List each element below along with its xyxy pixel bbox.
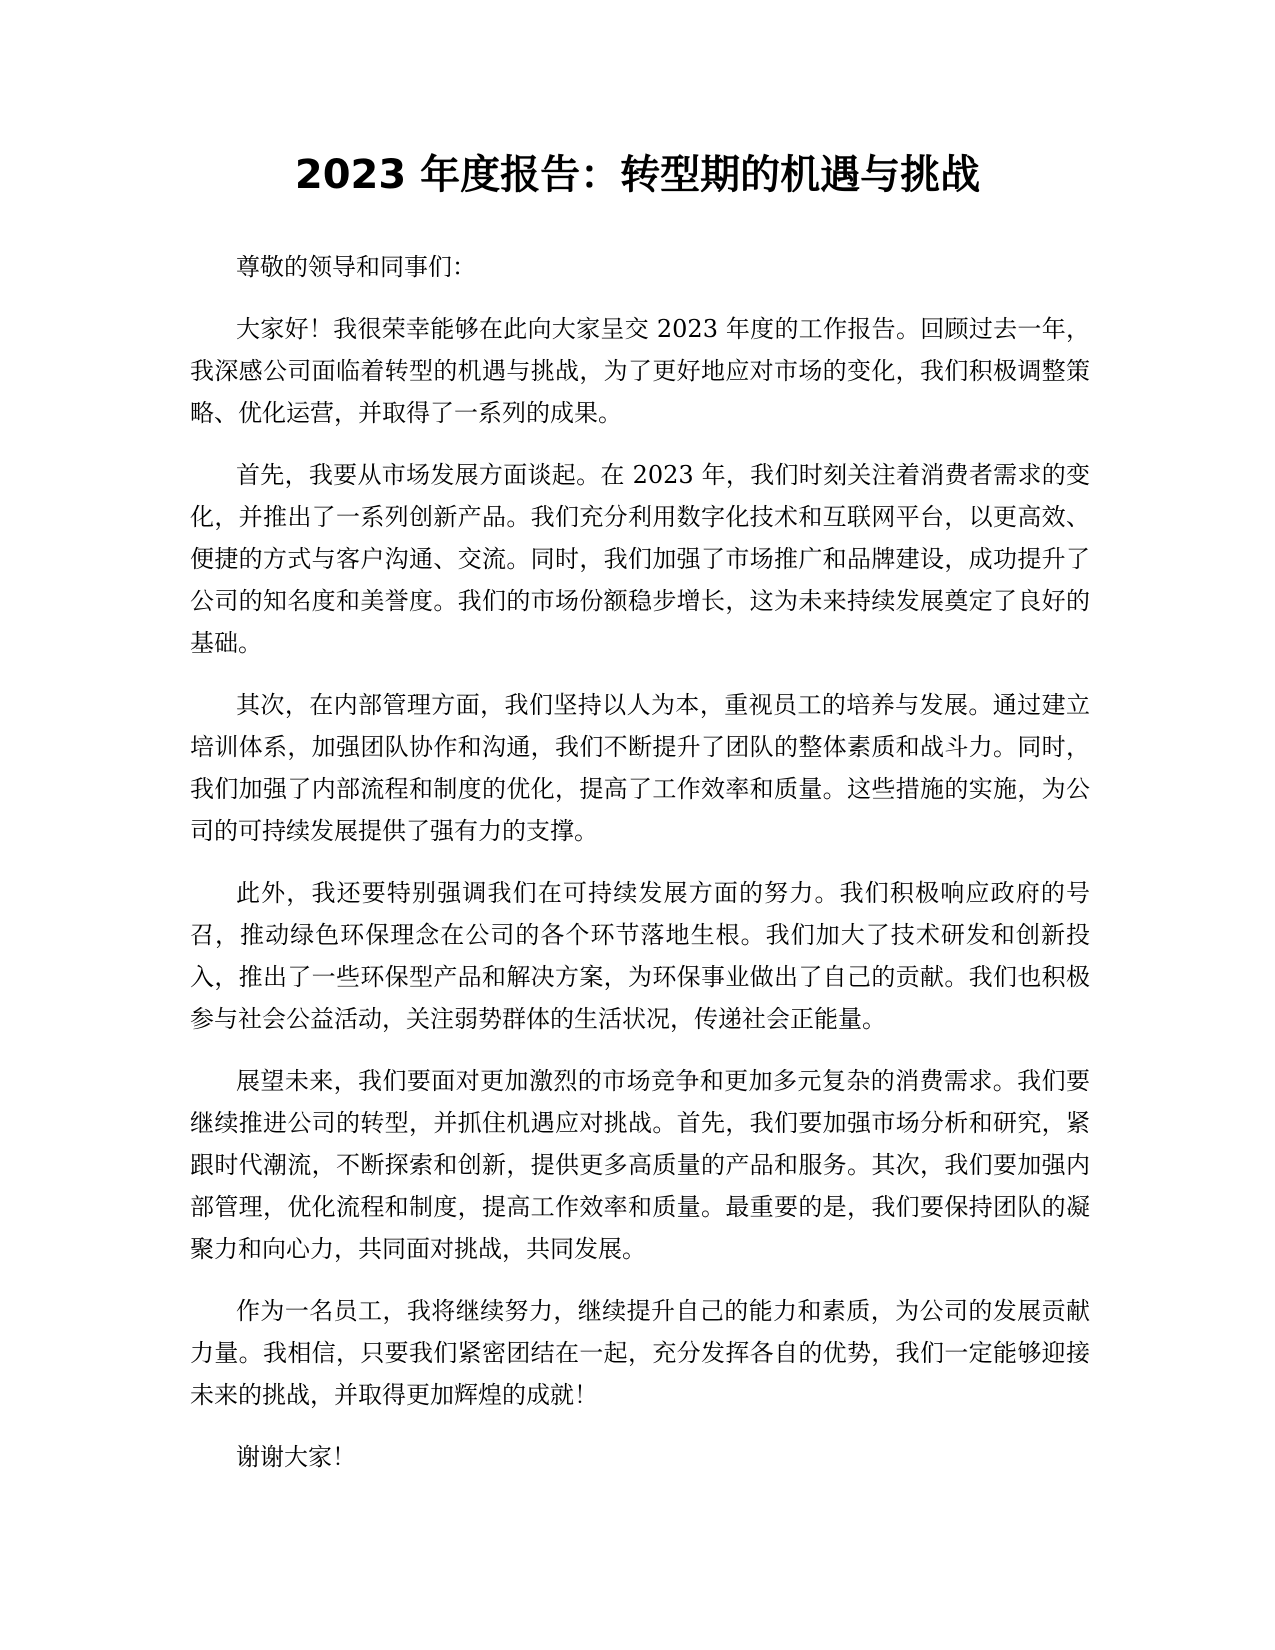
management-paragraph: 其次，在内部管理方面，我们坚持以人为本，重视员工的培养与发展。通过建立培训体系，加强团队协作和沟通，我们不断提升了团队的整体素质和战斗力。同时，我们加强了内部流程和制度的优化，提高了工作效率和质量。这些措施的实施，为公司的可持续发展提供了强有力的支撑。 xyxy=(190,691,1090,845)
opening-paragraph: 大家好！我很荣幸能够在此向大家呈交 2023 年度的工作报告。回顾过去一年，我深感公司面临着转型的机遇与挑战，为了更好地应对市场的变化，我们积极调整策略、优化运营，并取得了一系列的成果。 xyxy=(190,315,1090,427)
document-title: 2023 年度报告：转型期的机遇与挑战 xyxy=(294,152,981,198)
salutation-paragraph: 尊敬的领导和同事们： xyxy=(236,253,476,281)
document-body xyxy=(190,246,1090,1498)
sustainability-paragraph: 此外，我还要特别强调我们在可持续发展方面的努力。我们积极响应政府的号召，推动绿色环保理念在公司的各个环节落地生根。我们加大了技术研发和创新投入，推出了一些环保型产品和解决方案，为环保事业做出了自己的贡献。我们也积极参与社会公益活动，关注弱势群体的生活状况，传递社会正能量。 xyxy=(190,879,1090,1033)
market-paragraph: 首先，我要从市场发展方面谈起。在 2023 年，我们时刻关注着消费者需求的变化，并推出了一系列创新产品。我们充分利用数字化技术和互联网平台，以更高效、便捷的方式与客户沟通、交流。同时，我们加强了市场推广和品牌建设，成功提升了公司的知名度和美誉度。我们的市场份额稳步增长，这为未来持续发展奠定了良好的基础。 xyxy=(190,461,1090,657)
commitment-paragraph: 作为一名员工，我将继续努力，继续提升自己的能力和素质，为公司的发展贡献力量。我相信，只要我们紧密团结在一起，充分发挥各自的优势，我们一定能够迎接未来的挑战，并取得更加辉煌的成就！ xyxy=(190,1297,1090,1409)
closing-paragraph: 谢谢大家！ xyxy=(236,1443,356,1471)
outlook-paragraph: 展望未来，我们要面对更加激烈的市场竞争和更加多元复杂的消费需求。我们要继续推进公司的转型，并抓住机遇应对挑战。首先，我们要加强市场分析和研究，紧跟时代潮流，不断探索和创新，提供更多高质量的产品和服务。其次，我们要加强内部管理，优化流程和制度，提高工作效率和质量。最重要的是，我们要保持团队的凝聚力和向心力，共同面对挑战，共同发展。 xyxy=(190,1067,1090,1263)
